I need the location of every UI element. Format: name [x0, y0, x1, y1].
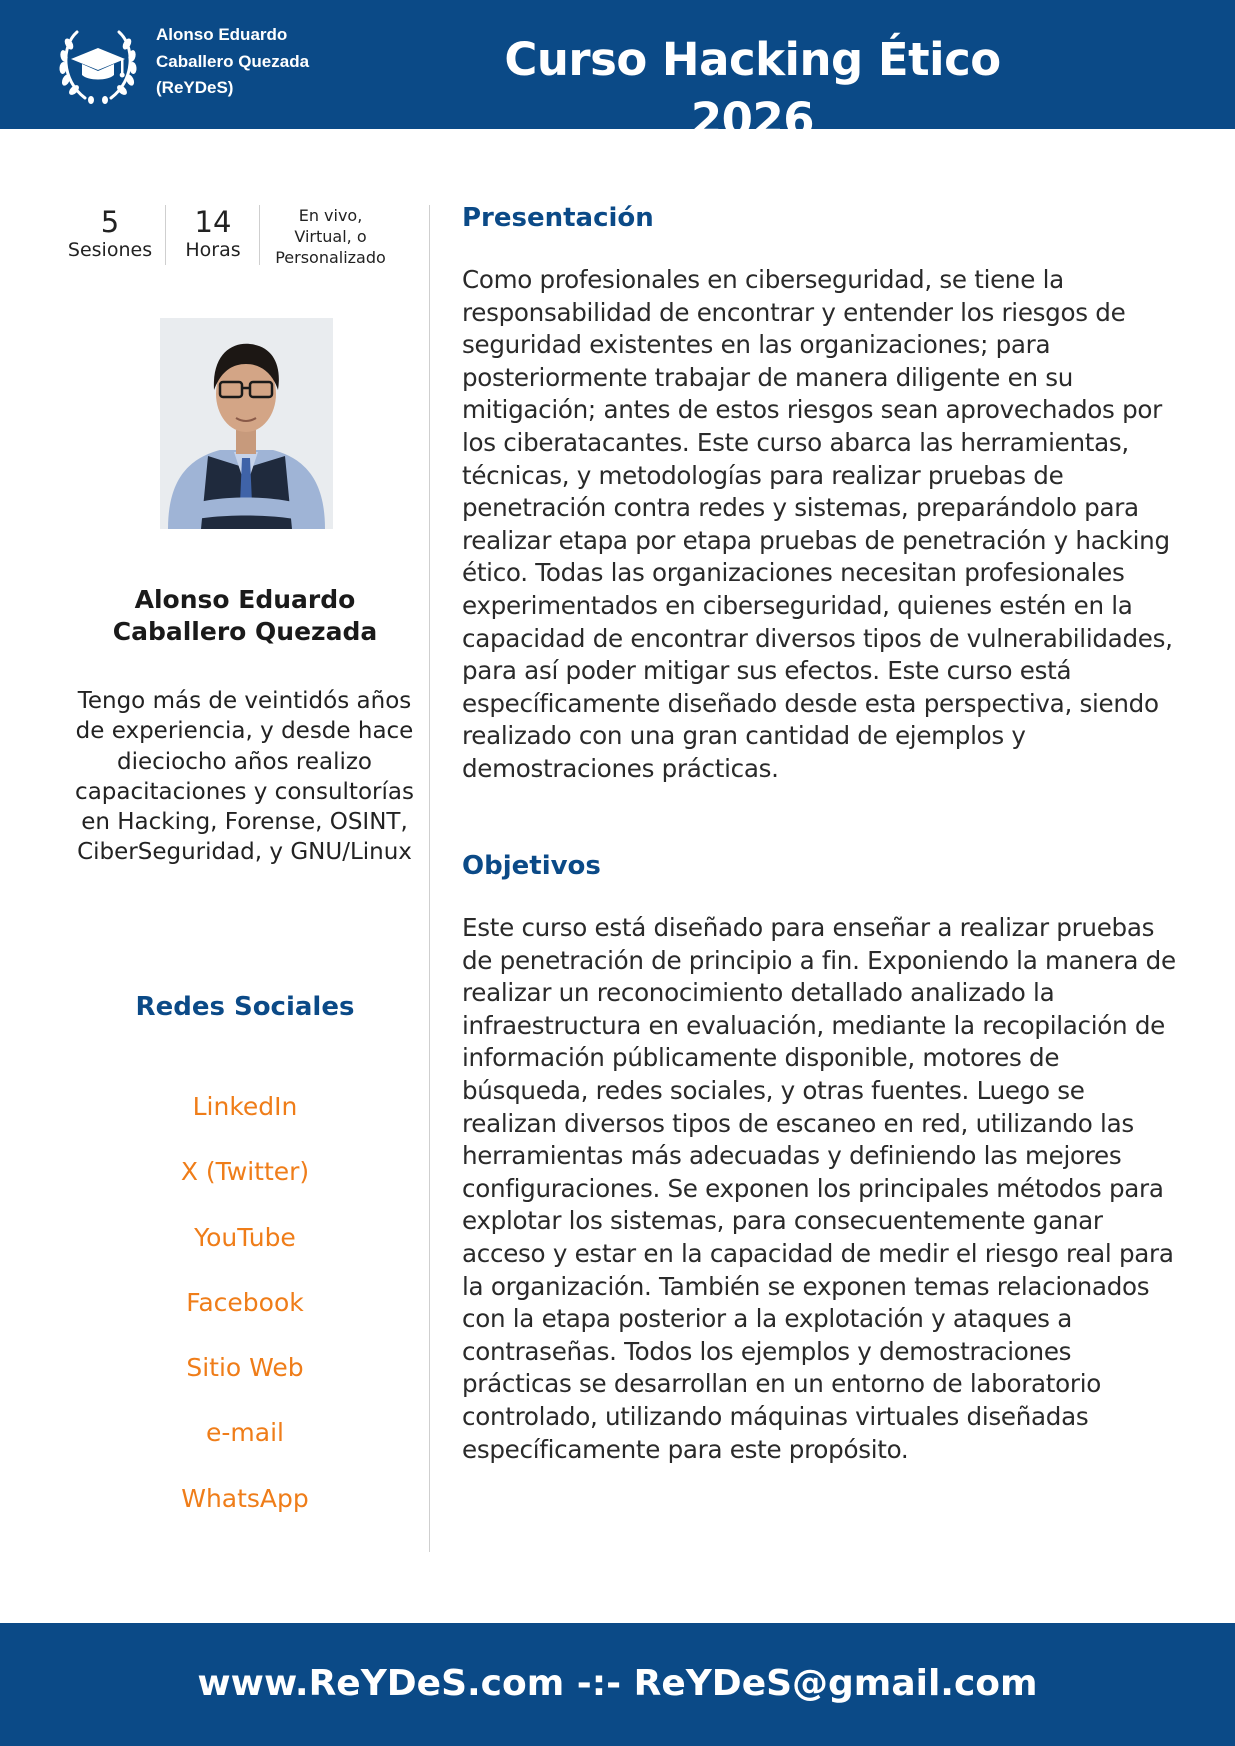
- social-link-facebook[interactable]: Facebook: [186, 1287, 304, 1317]
- stat-modality-line: Personalizado: [275, 248, 386, 267]
- stat-value: 5: [100, 205, 120, 239]
- stat-modality-line: Virtual, o: [294, 227, 367, 246]
- page-title: Curso Hacking Ético 2026: [504, 33, 1001, 146]
- page-header: [0, 0, 1235, 146]
- stat-label: Sesiones: [67, 239, 153, 261]
- social-title: Redes Sociales: [135, 992, 355, 1022]
- social-link-email[interactable]: e-mail: [206, 1418, 284, 1448]
- stat-sessions: [55, 205, 165, 265]
- instructor-bio: Tengo más de veintidós años de experiencia, y desde hace dieciocho años realizo capacitaciones y consultorías en Hacking, Forense, OSINT, CiberSeguridad, y GNU/Linux: [75, 688, 414, 866]
- course-stats: [55, 205, 410, 265]
- stat-hours: [165, 205, 260, 265]
- brand-line: Alonso Eduardo: [156, 25, 288, 44]
- brand-name: [156, 22, 386, 102]
- section-text-objetivos: Este curso está diseñado para enseñar a realizar pruebas de penetración de principio a fin. Exponiendo la manera de realizar un reconocimiento detallado analizado la infraestructura en evaluación, mediante la recopilación de información públicamente disponible, motores de búsqueda, redes sociales, y otras fuentes. Luego se realizan diversos tipos de escaneo en red, utilizando las herramientas más adecuadas y definiendo las mejores configuraciones. Se exponen los principales métodos para explotar los sistemas, para consecuentemente ganar acceso y estar en la capacidad de medir el riesgo real para la organización. También se exponen temas relacionados con la etapa posterior a la explotación y ataques a contraseñas. Todos los ejemplos y demostraciones prácticas se desarrollan en un entorno de laboratorio controlado, utilizando máquinas virtuales diseñadas específicamente para este propósito.: [462, 913, 1176, 1464]
- stat-modality: [259, 205, 401, 265]
- social-link-whatsapp[interactable]: WhatsApp: [181, 1483, 309, 1513]
- section-title-objetivos: Objetivos: [462, 851, 601, 881]
- social-link-website[interactable]: Sitio Web: [186, 1353, 304, 1383]
- graduation-cap-laurel-icon: [55, 22, 141, 106]
- social-link-twitter[interactable]: X (Twitter): [180, 1157, 310, 1187]
- instructor-name-line: Caballero Quezada: [112, 617, 378, 646]
- social-link-linkedin[interactable]: LinkedIn: [192, 1092, 298, 1121]
- column-divider: [429, 205, 430, 1552]
- brand-line: Caballero Quezada: [156, 51, 310, 71]
- brand-line: (ReYDeS): [156, 78, 234, 97]
- social-links: [55, 1090, 435, 1547]
- instructor-name: [55, 584, 435, 648]
- section-title-presentacion: Presentación: [462, 203, 654, 233]
- social-link-youtube[interactable]: YouTube: [194, 1222, 296, 1252]
- stat-label: Horas: [185, 239, 241, 261]
- instructor-name-line: Alonso Eduardo: [134, 585, 356, 614]
- section-text-presentacion: Como profesionales en ciberseguridad, se tiene la responsabilidad de encontrar y entender los riesgos de seguridad existentes en las organizaciones; para posteriormente trabajar de manera diligente en su mitigación; antes de estos riesgos sean aprovechados por los ciberatacantes. Este curso abarca las herramientas, técnicas, y metodologías para realizar pruebas de penetración contra redes y sistemas, preparándolo para realizar etapa por etapa pruebas de penetración y hacking ético. Todas las organizaciones necesitan profesionales experimentados en ciberseguridad, quienes estén en la capacidad de encontrar diversos tipos de vulnerabilidades, para así poder mitigar sus efectos. Este curso está específicamente diseñado desde esta perspectiva, siendo realizado con una gran cantidad de ejemplos y demostraciones prácticas.: [462, 265, 1173, 783]
- footer-contact: www.ReYDeS.com -:- ReYDeS@gmail.com: [197, 1663, 1038, 1704]
- stat-value: 14: [194, 205, 232, 239]
- stat-modality-line: En vivo,: [298, 206, 363, 225]
- instructor-photo: [160, 318, 333, 529]
- page-footer: [0, 1623, 1235, 1746]
